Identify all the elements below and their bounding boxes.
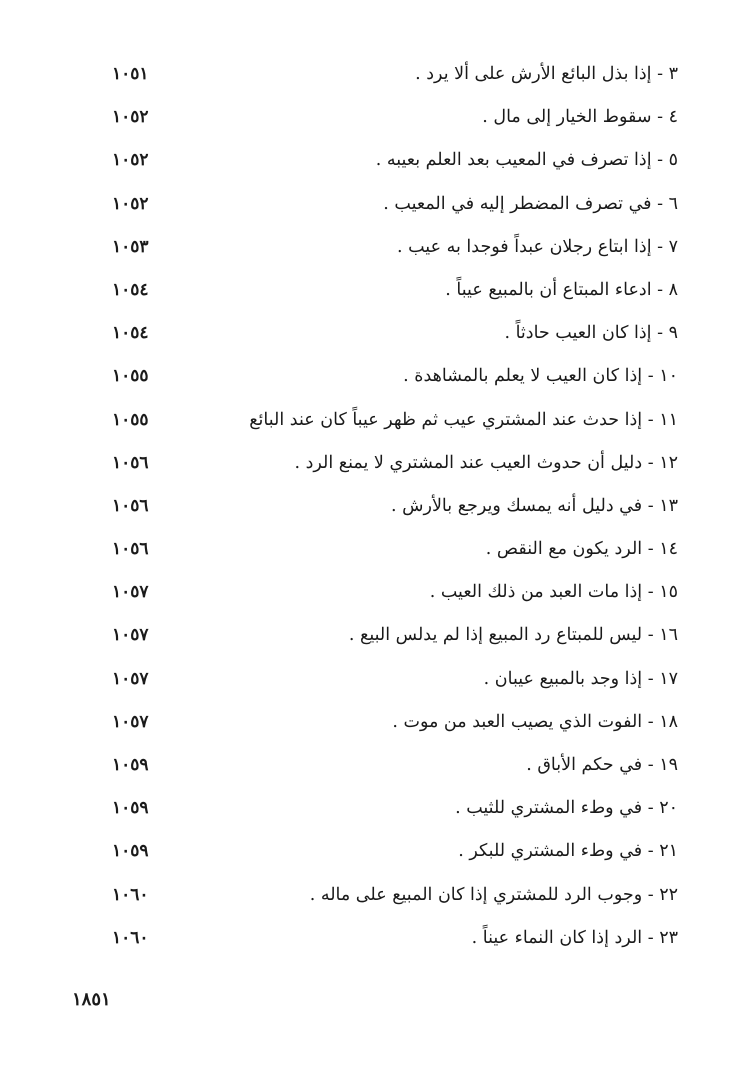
toc-row	[0, 272, 752, 315]
toc-entry-page: ١٠٥٧	[112, 711, 149, 732]
toc-row	[0, 402, 752, 445]
toc-row	[0, 661, 752, 704]
toc-row	[0, 574, 752, 617]
toc-entry-title: ٥ - إذا تصرف في المعيب بعد العلم بعيبه .	[375, 150, 678, 171]
toc-entry-title: ١٣ - في دليل أنه يمسك ويرجع بالأرش .	[391, 495, 678, 516]
toc-row	[0, 315, 752, 358]
toc-entry-title: ٣ - إذا بذل البائع الأرش على ألا يرد .	[415, 64, 678, 84]
toc-row	[0, 358, 752, 401]
toc-entry-page: ١٠٥٥	[112, 409, 149, 430]
toc-row	[0, 186, 752, 229]
toc-entry-page: ١٠٥٧	[112, 582, 149, 603]
toc-entry-title: ٦ - في تصرف المضطر إليه في المعيب .	[383, 193, 678, 214]
toc-entry-page: ١٠٥٧	[112, 625, 149, 646]
toc-entry-page: ١٠٥٧	[112, 668, 149, 689]
toc-entry-page: ١٠٥٣	[112, 236, 149, 257]
toc-row	[0, 445, 752, 488]
toc-entry-page: ١٠٦٠	[112, 884, 149, 905]
toc-row	[0, 833, 752, 876]
toc-row	[0, 790, 752, 833]
toc-entry-title: ٢١ - في وطء المشتري للبكر .	[458, 841, 678, 862]
toc-entry-page: ١٠٥٩	[112, 841, 149, 862]
toc-row	[0, 531, 752, 574]
page-number: ١٨٥١	[72, 989, 111, 1010]
toc-entry-page: ١٠٥٦	[112, 452, 149, 473]
toc-entry-title: ١٥ - إذا مات العبد من ذلك العيب .	[429, 582, 678, 603]
toc-entry-page: ١٠٦٠	[112, 927, 149, 948]
toc-entry-title: ٢٢ - وجوب الرد للمشتري إذا كان المبيع على ماله .	[309, 884, 678, 905]
toc-row	[0, 229, 752, 272]
toc-entry-title: ١٧ - إذا وجد بالمبيع عيبان .	[483, 668, 678, 689]
toc-row	[0, 142, 752, 185]
toc-entry-page: ١٠٥٤	[112, 323, 149, 344]
toc-entry-title: ١٩ - في حكم الأباق .	[526, 755, 678, 775]
toc-entry-title: ٩ - إذا كان العيب حادثاً .	[504, 323, 678, 344]
toc-entry-title: ١١ - إذا حدث عند المشتري عيب ثم ظهر عيباً كان عند البائع	[249, 409, 678, 430]
table-of-contents	[0, 56, 752, 963]
toc-entry-title: ٨ - ادعاء المبتاع أن بالمبيع عيباً .	[445, 279, 678, 300]
toc-entry-title: ٢٠ - في وطء المشتري للثيب .	[455, 798, 678, 819]
toc-entry-title: ١٤ - الرد يكون مع النقص .	[485, 539, 678, 560]
toc-row	[0, 99, 752, 142]
toc-entry-page: ١٠٥٩	[112, 798, 149, 819]
toc-row	[0, 488, 752, 531]
toc-entry-page: ١٠٥٩	[112, 755, 149, 775]
toc-entry-page: ١٠٥٢	[112, 193, 149, 214]
toc-row	[0, 747, 752, 790]
toc-entry-title: ٤ - سقوط الخيار إلى مال .	[482, 107, 678, 128]
toc-entry-page: ١٠٥١	[112, 64, 149, 84]
toc-entry-page: ١٠٥٢	[112, 150, 149, 171]
toc-entry-title: ١٢ - دليل أن حدوث العيب عند المشتري لا يمنع الرد .	[294, 452, 678, 473]
toc-entry-page: ١٠٥٦	[112, 539, 149, 560]
toc-entry-page: ١٠٥٢	[112, 107, 149, 128]
toc-entry-title: ٢٣ - الرد إذا كان النماء عيناً .	[471, 927, 678, 948]
toc-entry-page: ١٠٥٦	[112, 495, 149, 516]
toc-row	[0, 617, 752, 660]
toc-row	[0, 920, 752, 963]
toc-entry-title: ١٨ - الفوت الذي يصيب العبد من موت .	[392, 711, 678, 732]
toc-row	[0, 877, 752, 920]
toc-row	[0, 704, 752, 747]
toc-entry-title: ١٠ - إذا كان العيب لا يعلم بالمشاهدة .	[403, 366, 678, 387]
toc-entry-title: ٧ - إذا ابتاع رجلان عبداً فوجدا به عيب .	[396, 236, 678, 257]
toc-entry-page: ١٠٥٥	[112, 366, 149, 387]
toc-row	[0, 56, 752, 99]
toc-entry-page: ١٠٥٤	[112, 279, 149, 300]
toc-entry-title: ١٦ - ليس للمبتاع رد المبيع إذا لم يدلس البيع .	[348, 625, 678, 646]
